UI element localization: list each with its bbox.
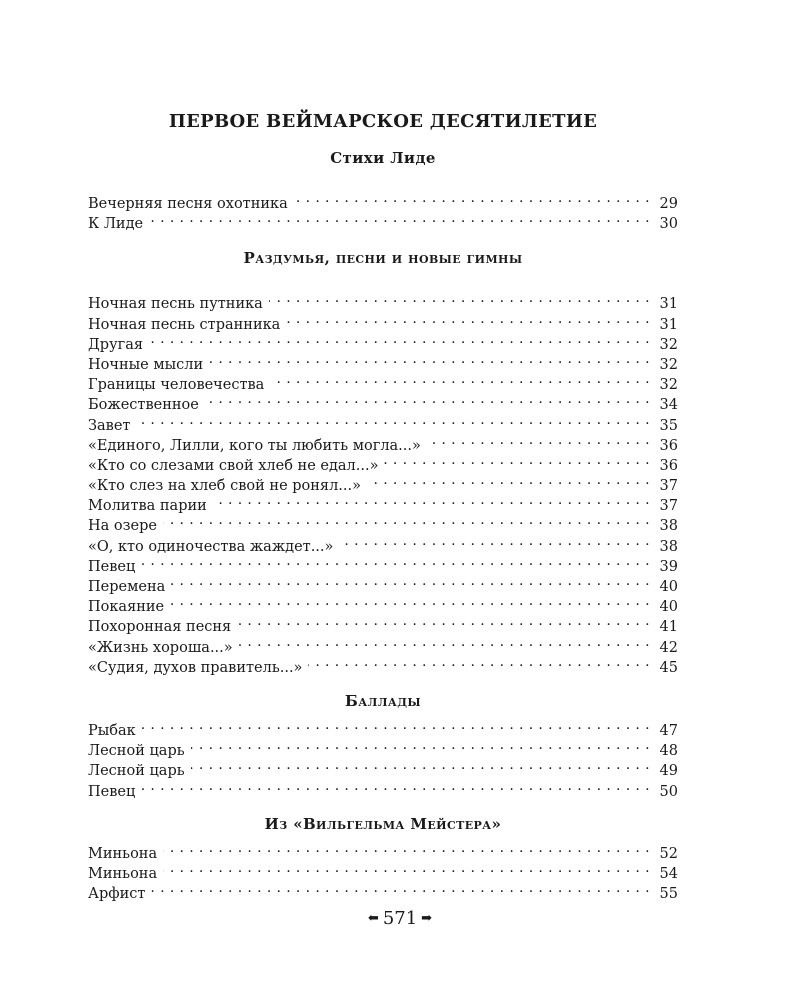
toc-entry-title: Миньона <box>88 865 158 882</box>
toc-entry-title: Завет <box>88 417 131 434</box>
toc-list <box>88 288 678 676</box>
toc-list <box>88 838 678 903</box>
toc-entry <box>88 349 678 373</box>
dot-leader <box>237 611 650 631</box>
toc-entry <box>88 410 678 434</box>
toc-entry-page: 30 <box>659 216 678 233</box>
toc-entry-title: Молитва парии <box>88 498 207 515</box>
dot-leader <box>339 531 650 551</box>
toc-entry-page: 36 <box>659 457 678 474</box>
dot-leader <box>141 776 650 796</box>
toc-entry-title: Рыбак <box>88 722 136 739</box>
toc-entry <box>88 838 678 862</box>
dot-leader <box>141 551 650 571</box>
toc-entry-page: 38 <box>659 518 678 535</box>
toc-entry-page: 34 <box>659 397 678 414</box>
toc-entry <box>88 611 678 636</box>
dot-leader <box>239 632 650 652</box>
toc-entry-title: Ночная песнь странника <box>88 316 281 333</box>
dot-leader <box>163 858 650 878</box>
dot-leader <box>163 510 650 530</box>
toc-entry-page: 41 <box>659 619 678 636</box>
dot-leader <box>191 755 650 775</box>
toc-entry-title: Границы человечества <box>88 377 265 394</box>
toc-entry-page: 38 <box>659 538 678 555</box>
dot-leader <box>142 715 650 735</box>
dot-leader <box>149 329 650 349</box>
toc-entry-title: Певец <box>88 783 136 800</box>
toc-entry-page: 36 <box>659 437 678 454</box>
toc-entry-title: «Кто слез на хлеб свой не ронял...» <box>88 478 361 495</box>
section-heading: Баллады <box>345 691 421 710</box>
toc-list <box>88 715 678 800</box>
dot-leader <box>294 188 650 208</box>
toc-entry-title: «Единого, Лилли, кого ты любить могла...» <box>88 437 421 454</box>
toc-entry <box>88 735 678 760</box>
toc-entry-page: 45 <box>659 659 678 676</box>
toc-list <box>88 188 678 233</box>
toc-entry-page: 54 <box>659 865 678 882</box>
toc-entry-page: 47 <box>659 722 678 739</box>
dot-leader <box>308 652 650 672</box>
toc-entry-page: 37 <box>659 478 678 495</box>
toc-entry-page: 35 <box>659 417 678 434</box>
toc-entry-title: На озере <box>88 518 157 535</box>
toc-entry <box>88 208 678 233</box>
dot-leader <box>191 735 650 755</box>
page-title: ПЕРВОЕ ВЕЙМАРСКОЕ ДЕСЯТИЛЕТИЕ <box>168 111 598 132</box>
dot-leader <box>209 349 650 369</box>
toc-entry <box>88 591 678 616</box>
page-number-footer <box>0 906 800 932</box>
dot-leader <box>367 470 650 490</box>
toc-entry-page: 52 <box>659 845 678 862</box>
toc-entry-title: Покаяние <box>88 599 165 616</box>
toc-entry-title: «Жизнь хороша...» <box>88 639 233 656</box>
toc-entry-page: 32 <box>659 336 678 353</box>
toc-entry <box>88 571 678 595</box>
toc-entry-page: 55 <box>659 886 678 903</box>
toc-entry <box>88 430 678 454</box>
toc-entry-page: 39 <box>659 558 678 575</box>
toc-entry-page: 32 <box>659 377 678 394</box>
dot-leader <box>171 571 650 591</box>
toc-entry-page: 37 <box>659 498 678 515</box>
toc-entry-title: Лесной царь <box>88 743 185 760</box>
section-heading: Из «Вильгельма Мейстера» <box>264 814 502 833</box>
toc-entry-title: «Судия, духов правитель...» <box>88 659 303 676</box>
toc-entry <box>88 878 678 903</box>
toc-entry-title: «Кто со слезами свой хлеб не едал...» <box>88 457 379 474</box>
dot-leader <box>163 838 650 858</box>
dot-leader <box>170 591 650 611</box>
dot-leader <box>149 208 650 228</box>
dot-leader <box>213 490 650 510</box>
toc-entry-page: 31 <box>659 296 678 313</box>
dot-leader <box>427 430 650 450</box>
page-number: 571 <box>382 908 418 929</box>
section-heading: Раздумья, песни и новые гимны <box>243 249 523 268</box>
toc-entry-title: Ночные мысли <box>88 356 204 373</box>
toc-entry <box>88 776 678 800</box>
toc-entry <box>88 288 678 313</box>
toc-entry-title: Ночная песнь путника <box>88 296 263 313</box>
toc-entry <box>88 858 678 882</box>
toc-entry-page: 32 <box>659 356 678 373</box>
table-of-contents <box>88 108 678 903</box>
toc-entry-title: Божественное <box>88 397 199 414</box>
dot-leader <box>270 369 650 389</box>
toc-entry-page: 48 <box>659 743 678 760</box>
toc-entry-title: Другая <box>88 336 143 353</box>
toc-entry <box>88 188 678 212</box>
toc-entry-title: Арфист <box>88 886 146 903</box>
toc-entry <box>88 531 678 555</box>
toc-entry-title: Миньона <box>88 845 158 862</box>
dot-leader <box>151 878 650 898</box>
toc-entry <box>88 715 678 739</box>
arrow-right-ornament-icon: ➡ <box>421 911 433 926</box>
toc-entry <box>88 510 678 535</box>
toc-entry-title: Перемена <box>88 579 166 595</box>
dot-leader <box>205 389 650 409</box>
toc-entry <box>88 551 678 575</box>
toc-entry-title: «О, кто одиночества жаждет...» <box>88 538 334 555</box>
toc-entry-title: Вечерняя песня охотника <box>88 196 288 212</box>
toc-entry-page: 42 <box>659 639 678 656</box>
toc-entry-page: 40 <box>659 579 678 595</box>
section-heading: Стихи Лиде <box>330 149 436 167</box>
toc-entry-title: Похоронная песня <box>88 619 232 636</box>
arrow-left-ornament-icon: ⬅ <box>367 911 379 926</box>
toc-entry-title: Лесной царь <box>88 763 185 780</box>
toc-entry-page: 29 <box>659 196 678 212</box>
toc-entry <box>88 329 678 353</box>
dot-leader <box>269 288 650 308</box>
toc-entry-page: 40 <box>659 599 678 616</box>
toc-entry-page: 31 <box>659 316 678 333</box>
dot-leader <box>286 309 650 329</box>
toc-entry-page: 49 <box>659 763 678 780</box>
dot-leader <box>384 450 650 470</box>
toc-entry-title: Певец <box>88 558 136 575</box>
toc-entry-title: К Лиде <box>88 216 144 233</box>
toc-entry-page: 50 <box>659 783 678 800</box>
dot-leader <box>136 410 650 430</box>
